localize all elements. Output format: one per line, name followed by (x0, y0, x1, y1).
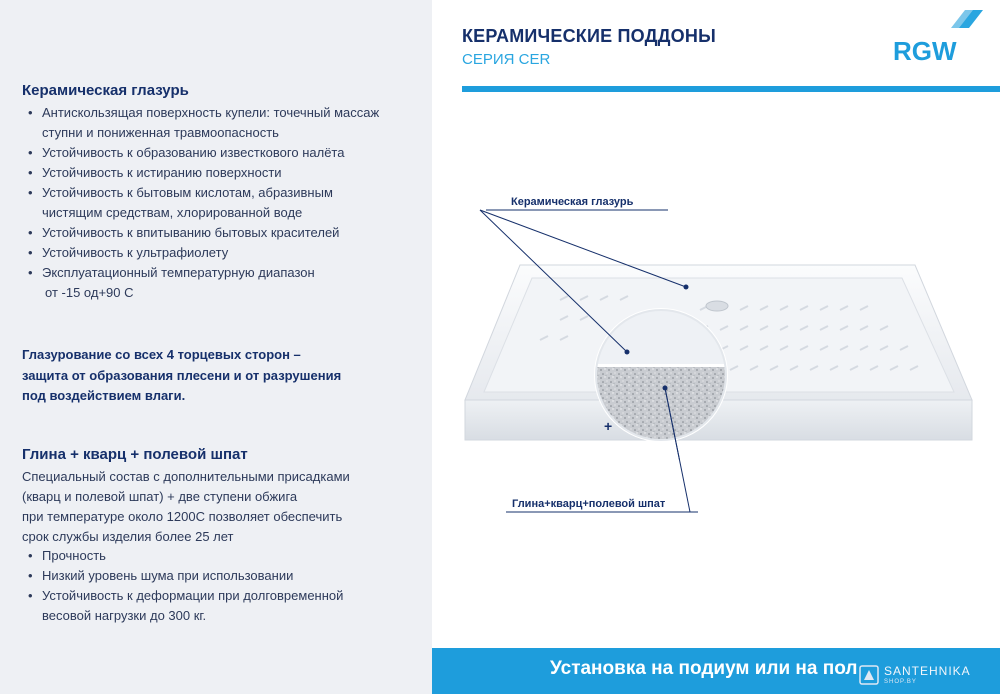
callout-clay-label: Глина+кварц+полевой шпат (512, 498, 666, 510)
list-item: • Устойчивость к бытовым кислотам, абразивным (28, 183, 428, 203)
clay-title: Глина + кварц + полевой шпат (22, 446, 248, 463)
list-item: • Прочность (28, 546, 428, 566)
clay-list (28, 546, 428, 626)
clay-paragraph: Специальный состав с дополнительными присадками (кварц и полевой шпат) + две ступени обжига при температуре около 1200С позволяет обеспечить срок службы изделия более 25 лет (22, 469, 350, 544)
list-item: • Устойчивость к истиранию поверхности (28, 163, 428, 183)
glazing-note: Глазурование со всех 4 торцевых сторон – защита от образования плесени и от разрушения под воздействием влаги. (22, 347, 342, 403)
list-item: ступни и пониженная травмоопасность (42, 125, 279, 140)
glaze-title: Керамическая глазурь (22, 82, 189, 99)
callout-glaze-label: Керамическая глазурь (511, 196, 634, 208)
list-item: от -15 од+90 С (45, 285, 134, 300)
watermark-text: SANTEHNIKA (884, 664, 971, 678)
page-title: КЕРАМИЧЕСКИЕ ПОДДОНЫ (462, 26, 716, 46)
watermark-subtext: SHOP.BY (884, 679, 917, 685)
plus-sign: + (604, 418, 613, 434)
list-item: • Эксплуатационный температурную диапазон (28, 263, 428, 283)
page-subtitle: СЕРИЯ CER (462, 51, 551, 68)
list-item: • Антискользящая поверхность купели: точечный массаж (28, 103, 428, 123)
rgw-logo (893, 8, 985, 70)
callout-bottom-leader (650, 380, 700, 515)
footer-text: Установка на подиум или на пол (550, 658, 858, 679)
list-item: чистящим средствам, хлорированной воде (42, 205, 303, 220)
list-item: • Устойчивость к впитыванию бытовых красителей (28, 223, 428, 243)
drain-icon (706, 301, 728, 311)
list-item: • Устойчивость к образованию известкового налёта (28, 143, 428, 163)
glaze-list (28, 103, 428, 303)
logo-text: RGW (893, 36, 957, 66)
list-item: • Низкий уровень шума при использовании (28, 566, 428, 586)
shower-tray-illustration (440, 180, 1000, 460)
list-item: • Устойчивость к деформации при долговременной (28, 586, 428, 606)
header-accent-bar (462, 86, 1000, 92)
list-item: весовой нагрузки до 300 кг. (42, 608, 207, 623)
list-item: • Устойчивость к ультрафиолету (28, 243, 428, 263)
